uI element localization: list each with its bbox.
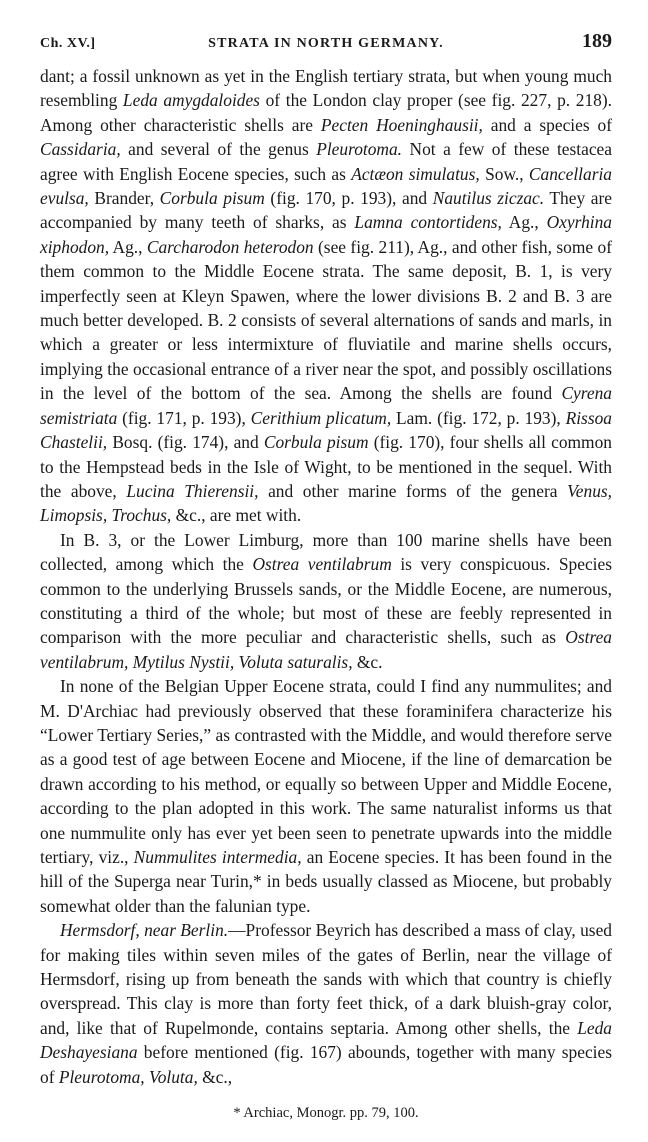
italic-term: Pleurotoma, Voluta, bbox=[58, 1066, 198, 1087]
italic-term: Lucina Thierensii, bbox=[126, 480, 259, 501]
text-run: and several of the genus bbox=[120, 139, 317, 160]
text-run: Brander, bbox=[88, 188, 160, 209]
text-run: &c. bbox=[352, 651, 383, 672]
text-run: They are accompanied by many teeth of sharks, as bbox=[40, 188, 612, 233]
text-run: (see fig. 211), Ag., and other fish, some of them common to the Middle Eocene strata. The same deposit, B. 1, is very imperfectly seen at Kleyn Spawen, where the lower divisions B. 2 and B. 3 are much better developed. B. 2 consists of several alternations of sands and marls, in which a greater or less intermixture of fluviatile and marine shells occurs, implying the occasional entrance of a river near the spot, and possibly oscillations in the level of the bottom of the sea. Among the shells are found bbox=[40, 236, 612, 404]
text-run: and other marine forms of the genera bbox=[258, 480, 568, 501]
text-run: Bosq. (fig. 174), and bbox=[107, 432, 264, 453]
running-head bbox=[40, 30, 612, 56]
text-run: dant; a fossil unknown as yet in the English tertiary strata, but when young much resembling bbox=[40, 66, 612, 111]
text-run: and a species of bbox=[482, 114, 612, 135]
italic-term: Oxyrhina xiphodon, bbox=[40, 212, 612, 257]
italic-term: Leda Deshayesiana bbox=[40, 1017, 612, 1063]
italic-term: Nautilus ziczac. bbox=[432, 188, 545, 209]
italic-term: Corbula pisum bbox=[263, 432, 369, 453]
body-text bbox=[40, 64, 612, 1089]
text-run: is very conspicuous. Species common to the underlying Brussels sands, or the Middle Eocene, are numerous, constituting a third of the whole; but most of these are feebly represented in comparison with the more peculiar and characteristic shells, such as bbox=[40, 554, 613, 648]
italic-term: near Berlin. bbox=[144, 920, 229, 941]
text-run: Lam. (fig. 172, p. 193), bbox=[391, 407, 566, 428]
italic-term: Ostrea ventilabrum bbox=[252, 554, 392, 575]
paragraph bbox=[40, 64, 612, 528]
text-run: Sow., bbox=[479, 163, 529, 184]
italic-term: Cyrena semistriata bbox=[40, 383, 612, 428]
italic-term: Cancellaria evulsa, bbox=[40, 163, 613, 209]
italic-term: Pecten Hoeninghausii, bbox=[320, 114, 483, 135]
italic-term: Corbula pisum bbox=[159, 188, 265, 209]
paragraph bbox=[40, 674, 612, 918]
text-run: an Eocene species. It has been found in the hill of the Superga near Turin,* in beds usually classed as Miocene, but probably somewhat older than the falunian type. bbox=[40, 847, 612, 916]
italic-term: Rissoa Chastelii, bbox=[40, 407, 612, 453]
footnote: * Archiac, Monogr. pp. 79, 100. bbox=[233, 1105, 419, 1122]
text-run: (fig. 170), four shells all common to the Hempstead beds in the Isle of Wight, to be mentioned in the sequel. With the above, bbox=[40, 432, 612, 501]
italic-term: Cassidaria, bbox=[40, 139, 121, 160]
italic-term: Actæon simulatus, bbox=[351, 163, 480, 184]
italic-term: Nummulites intermedia, bbox=[133, 847, 302, 867]
text-run: (fig. 170, p. 193), and bbox=[264, 188, 433, 209]
text-run: Ag., bbox=[501, 212, 547, 233]
italic-term: Leda amygdaloides bbox=[122, 90, 260, 111]
text-run: Not a few of these testacea agree with English Eocene species, such as bbox=[40, 139, 612, 184]
text-run: &c., bbox=[197, 1066, 233, 1087]
italic-term: Carcharodon heterodon bbox=[146, 236, 314, 257]
text-run: In B. 3, or the Lower Limburg, more than 100 marine shells have been collected, among which the bbox=[40, 529, 612, 575]
text-run: of the London clay proper (see fig. 227, p. 218). Among other characteristic shells are bbox=[40, 90, 612, 135]
italic-term: Ostrea ventilabrum, Mytilus Nystii, Voluta saturalis, bbox=[40, 627, 612, 672]
italic-term: Pleurotoma. bbox=[316, 139, 403, 160]
text-run: &c., are met with. bbox=[171, 505, 302, 526]
running-title: STRATA IN NORTH GERMANY. bbox=[208, 36, 444, 51]
italic-term: Venus, Limopsis, Trochus, bbox=[40, 480, 613, 526]
chapter-reference: Ch. XV.] bbox=[40, 36, 96, 51]
paragraph bbox=[40, 528, 612, 674]
italic-term: Cerithium plicatum, bbox=[250, 407, 392, 428]
paragraph bbox=[40, 918, 612, 1089]
page-number: 189 bbox=[582, 30, 612, 52]
text-run: Ag., bbox=[109, 236, 147, 257]
text-run: —Professor Beyrich has described a mass of clay, used for making tiles within seven miles of the gates of Berlin, near the village of Hermsdorf, rising up from beneath the sands with which that country is chiefly overspread. This clay is more than forty feet thick, of a dark bluish-gray color, and, like that of Rupelmonde, contains septaria. Among other shells, the bbox=[40, 920, 612, 1038]
italic-term: Lamna contortidens, bbox=[354, 212, 502, 233]
text-run: before mentioned (fig. 167) abounds, together with many species of bbox=[40, 1042, 612, 1087]
text-run: In none of the Belgian Upper Eocene strata, could I find any nummulites; and M. D'Archiac had previously observed that these foraminifera characterize his “Lower Tertiary Series,” as contrasted with the Middle, and would therefore serve as a good test of age between Eocene and Miocene, if the line of demarcation be drawn according to his method, or equally so between Upper and Middle Eocene, according to the plan adopted in this work. The same naturalist informs us that one nummulite only has ever yet been seen to penetrate upwards into the middle tertiary, viz., bbox=[40, 676, 612, 867]
italic-term: Hermsdorf, bbox=[60, 920, 140, 941]
text-run: (fig. 171, p. 193), bbox=[117, 407, 251, 428]
